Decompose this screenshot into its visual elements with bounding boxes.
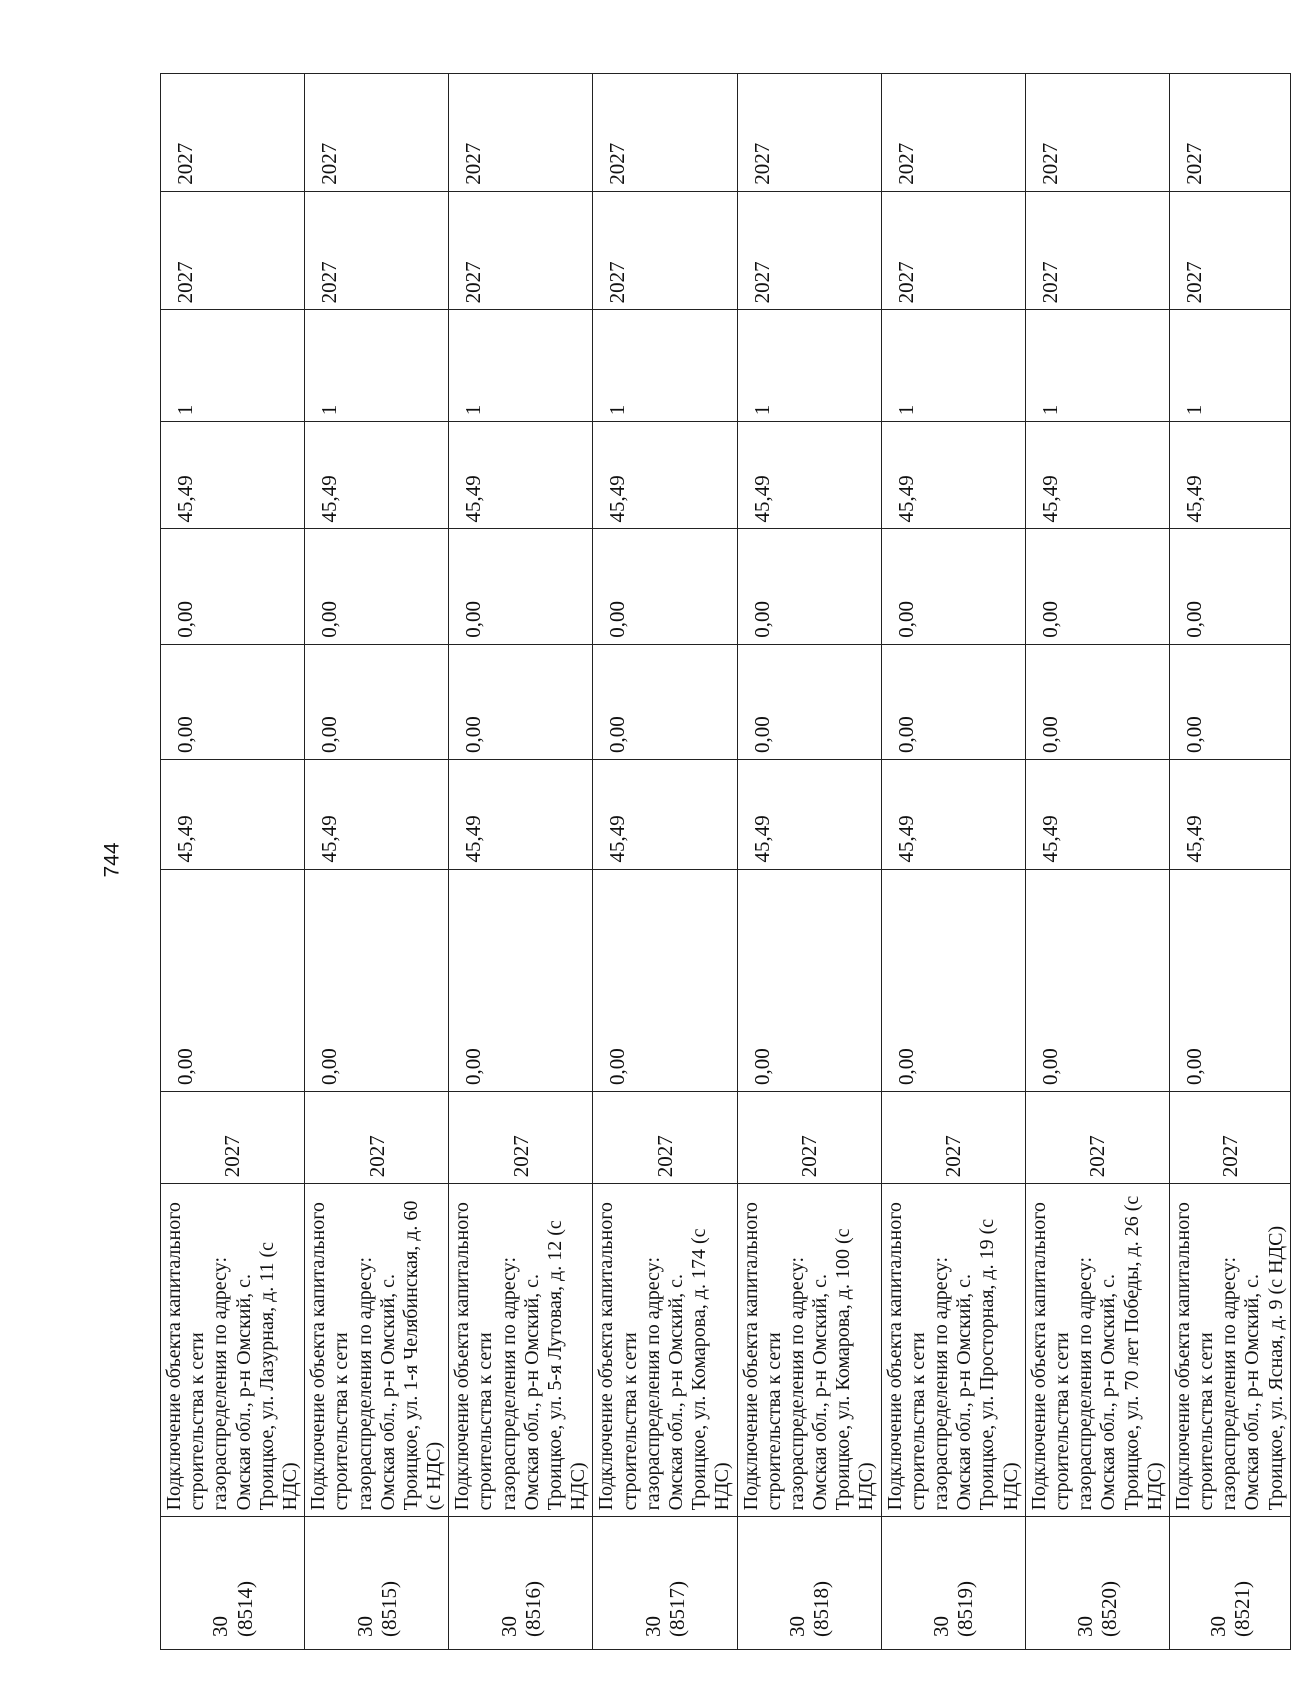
year-cell: 2027 [1025,74,1169,192]
value-cell: 0,00 [1169,529,1290,644]
value-cell: 45,49 [161,422,305,529]
value-cell: 0,00 [449,644,593,759]
row-id-cell: 30 (8517) [593,1517,737,1650]
value-cell: 45,49 [881,422,1025,529]
year-cell: 2027 [161,191,305,310]
description-cell: Подключение объекта капитального строительства к сети газораспределения по адресу: Омская обл., р-н Омский, с. Троицкое, ул. Комарова, д. 100 (с НДС) [737,1184,881,1517]
row-id-cell: 30 (8519) [881,1517,1025,1650]
table-body [161,74,1291,1650]
value-cell: 0,00 [1025,644,1169,759]
quantity-cell: 1 [1025,310,1169,422]
year-cell: 2027 [305,191,449,310]
data-table [160,73,1291,1650]
description-cell: Подключение объекта капитального строительства к сети газораспределения по адресу: Омская обл., р-н Омский, с. Троицкое, ул. Ясная, д. 9 (с НДС) [1169,1184,1290,1517]
year-cell: 2027 [1169,191,1290,310]
year-cell: 2027 [305,1092,449,1184]
value-cell: 45,49 [1169,422,1290,529]
quantity-cell: 1 [881,310,1025,422]
value-cell: 0,00 [449,869,593,1092]
row-id-cell: 30 (8520) [1025,1517,1169,1650]
value-cell: 45,49 [161,760,305,870]
quantity-cell: 1 [1169,310,1290,422]
value-cell: 0,00 [1025,529,1169,644]
value-cell: 0,00 [161,869,305,1092]
value-cell: 0,00 [737,869,881,1092]
year-cell: 2027 [449,74,593,192]
value-cell: 45,49 [449,422,593,529]
year-cell: 2027 [449,191,593,310]
value-cell: 0,00 [881,869,1025,1092]
value-cell: 0,00 [881,644,1025,759]
year-cell: 2027 [737,74,881,192]
value-cell: 0,00 [881,529,1025,644]
description-cell: Подключение объекта капитального строительства к сети газораспределения по адресу: Омская обл., р-н Омский, с. Троицкое, ул. Просторная, д. 19 (с НДС) [881,1184,1025,1517]
description-cell: Подключение объекта капитального строительства к сети газораспределения по адресу: Омская обл., р-н Омский, с. Троицкое, ул. 70 лет Победы, д. 26 (с НДС) [1025,1184,1169,1517]
year-cell: 2027 [593,1092,737,1184]
table-row [1169,74,1290,1650]
row-id-cell: 30 (8521) [1169,1517,1290,1650]
year-cell: 2027 [881,191,1025,310]
value-cell: 45,49 [1025,422,1169,529]
value-cell: 0,00 [305,644,449,759]
quantity-cell: 1 [305,310,449,422]
value-cell: 0,00 [305,529,449,644]
row-id-cell: 30 (8516) [449,1517,593,1650]
year-cell: 2027 [161,1092,305,1184]
year-cell: 2027 [593,74,737,192]
table-row [305,74,449,1650]
value-cell: 45,49 [305,760,449,870]
year-cell: 2027 [1025,191,1169,310]
value-cell: 45,49 [737,422,881,529]
quantity-cell: 1 [161,310,305,422]
value-cell: 0,00 [593,529,737,644]
year-cell: 2027 [305,74,449,192]
value-cell: 0,00 [737,644,881,759]
value-cell: 0,00 [161,644,305,759]
value-cell: 45,49 [305,422,449,529]
value-cell: 0,00 [737,529,881,644]
value-cell: 0,00 [305,869,449,1092]
year-cell: 2027 [593,191,737,310]
value-cell: 45,49 [1169,760,1290,870]
year-cell: 2027 [449,1092,593,1184]
rotated-table [160,73,1287,1650]
table-row [1025,74,1169,1650]
value-cell: 0,00 [1169,644,1290,759]
year-cell: 2027 [1169,74,1290,192]
value-cell: 0,00 [593,644,737,759]
value-cell: 0,00 [449,529,593,644]
page-number-text: 744 [101,842,125,878]
year-cell: 2027 [1025,1092,1169,1184]
description-cell: Подключение объекта капитального строительства к сети газораспределения по адресу: Омская обл., р-н Омский, с. Троицкое, ул. Комарова, д. 174 (с НДС) [593,1184,737,1517]
value-cell: 45,49 [737,760,881,870]
year-cell: 2027 [737,191,881,310]
description-cell: Подключение объекта капитального строительства к сети газораспределения по адресу: Омская обл., р-н Омский, с. Троицкое, ул. 1-я Челябинская, д. 60 (с НДС) [305,1184,449,1517]
table-row [161,74,305,1650]
quantity-cell: 1 [593,310,737,422]
page-number [98,830,128,890]
table-container [160,73,1287,1650]
value-cell: 0,00 [1169,869,1290,1092]
value-cell: 0,00 [161,529,305,644]
row-id-cell: 30 (8518) [737,1517,881,1650]
year-cell: 2027 [1169,1092,1290,1184]
row-id-cell: 30 (8515) [305,1517,449,1650]
description-cell: Подключение объекта капитального строительства к сети газораспределения по адресу: Омская обл., р-н Омский, с. Троицкое, ул. 5-я Лутовая, д. 12 (с НДС) [449,1184,593,1517]
table-row [449,74,593,1650]
value-cell: 45,49 [593,422,737,529]
value-cell: 0,00 [1025,869,1169,1092]
quantity-cell: 1 [449,310,593,422]
year-cell: 2027 [737,1092,881,1184]
year-cell: 2027 [881,74,1025,192]
value-cell: 45,49 [593,760,737,870]
year-cell: 2027 [161,74,305,192]
value-cell: 45,49 [1025,760,1169,870]
quantity-cell: 1 [737,310,881,422]
value-cell: 45,49 [449,760,593,870]
description-cell: Подключение объекта капитального строительства к сети газораспределения по адресу: Омская обл., р-н Омский, с. Троицкое, ул. Лазурная, д. 11 (с НДС) [161,1184,305,1517]
value-cell: 45,49 [881,760,1025,870]
row-id-cell: 30 (8514) [161,1517,305,1650]
year-cell: 2027 [881,1092,1025,1184]
table-row [881,74,1025,1650]
value-cell: 0,00 [593,869,737,1092]
table-row [737,74,881,1650]
table-row [593,74,737,1650]
